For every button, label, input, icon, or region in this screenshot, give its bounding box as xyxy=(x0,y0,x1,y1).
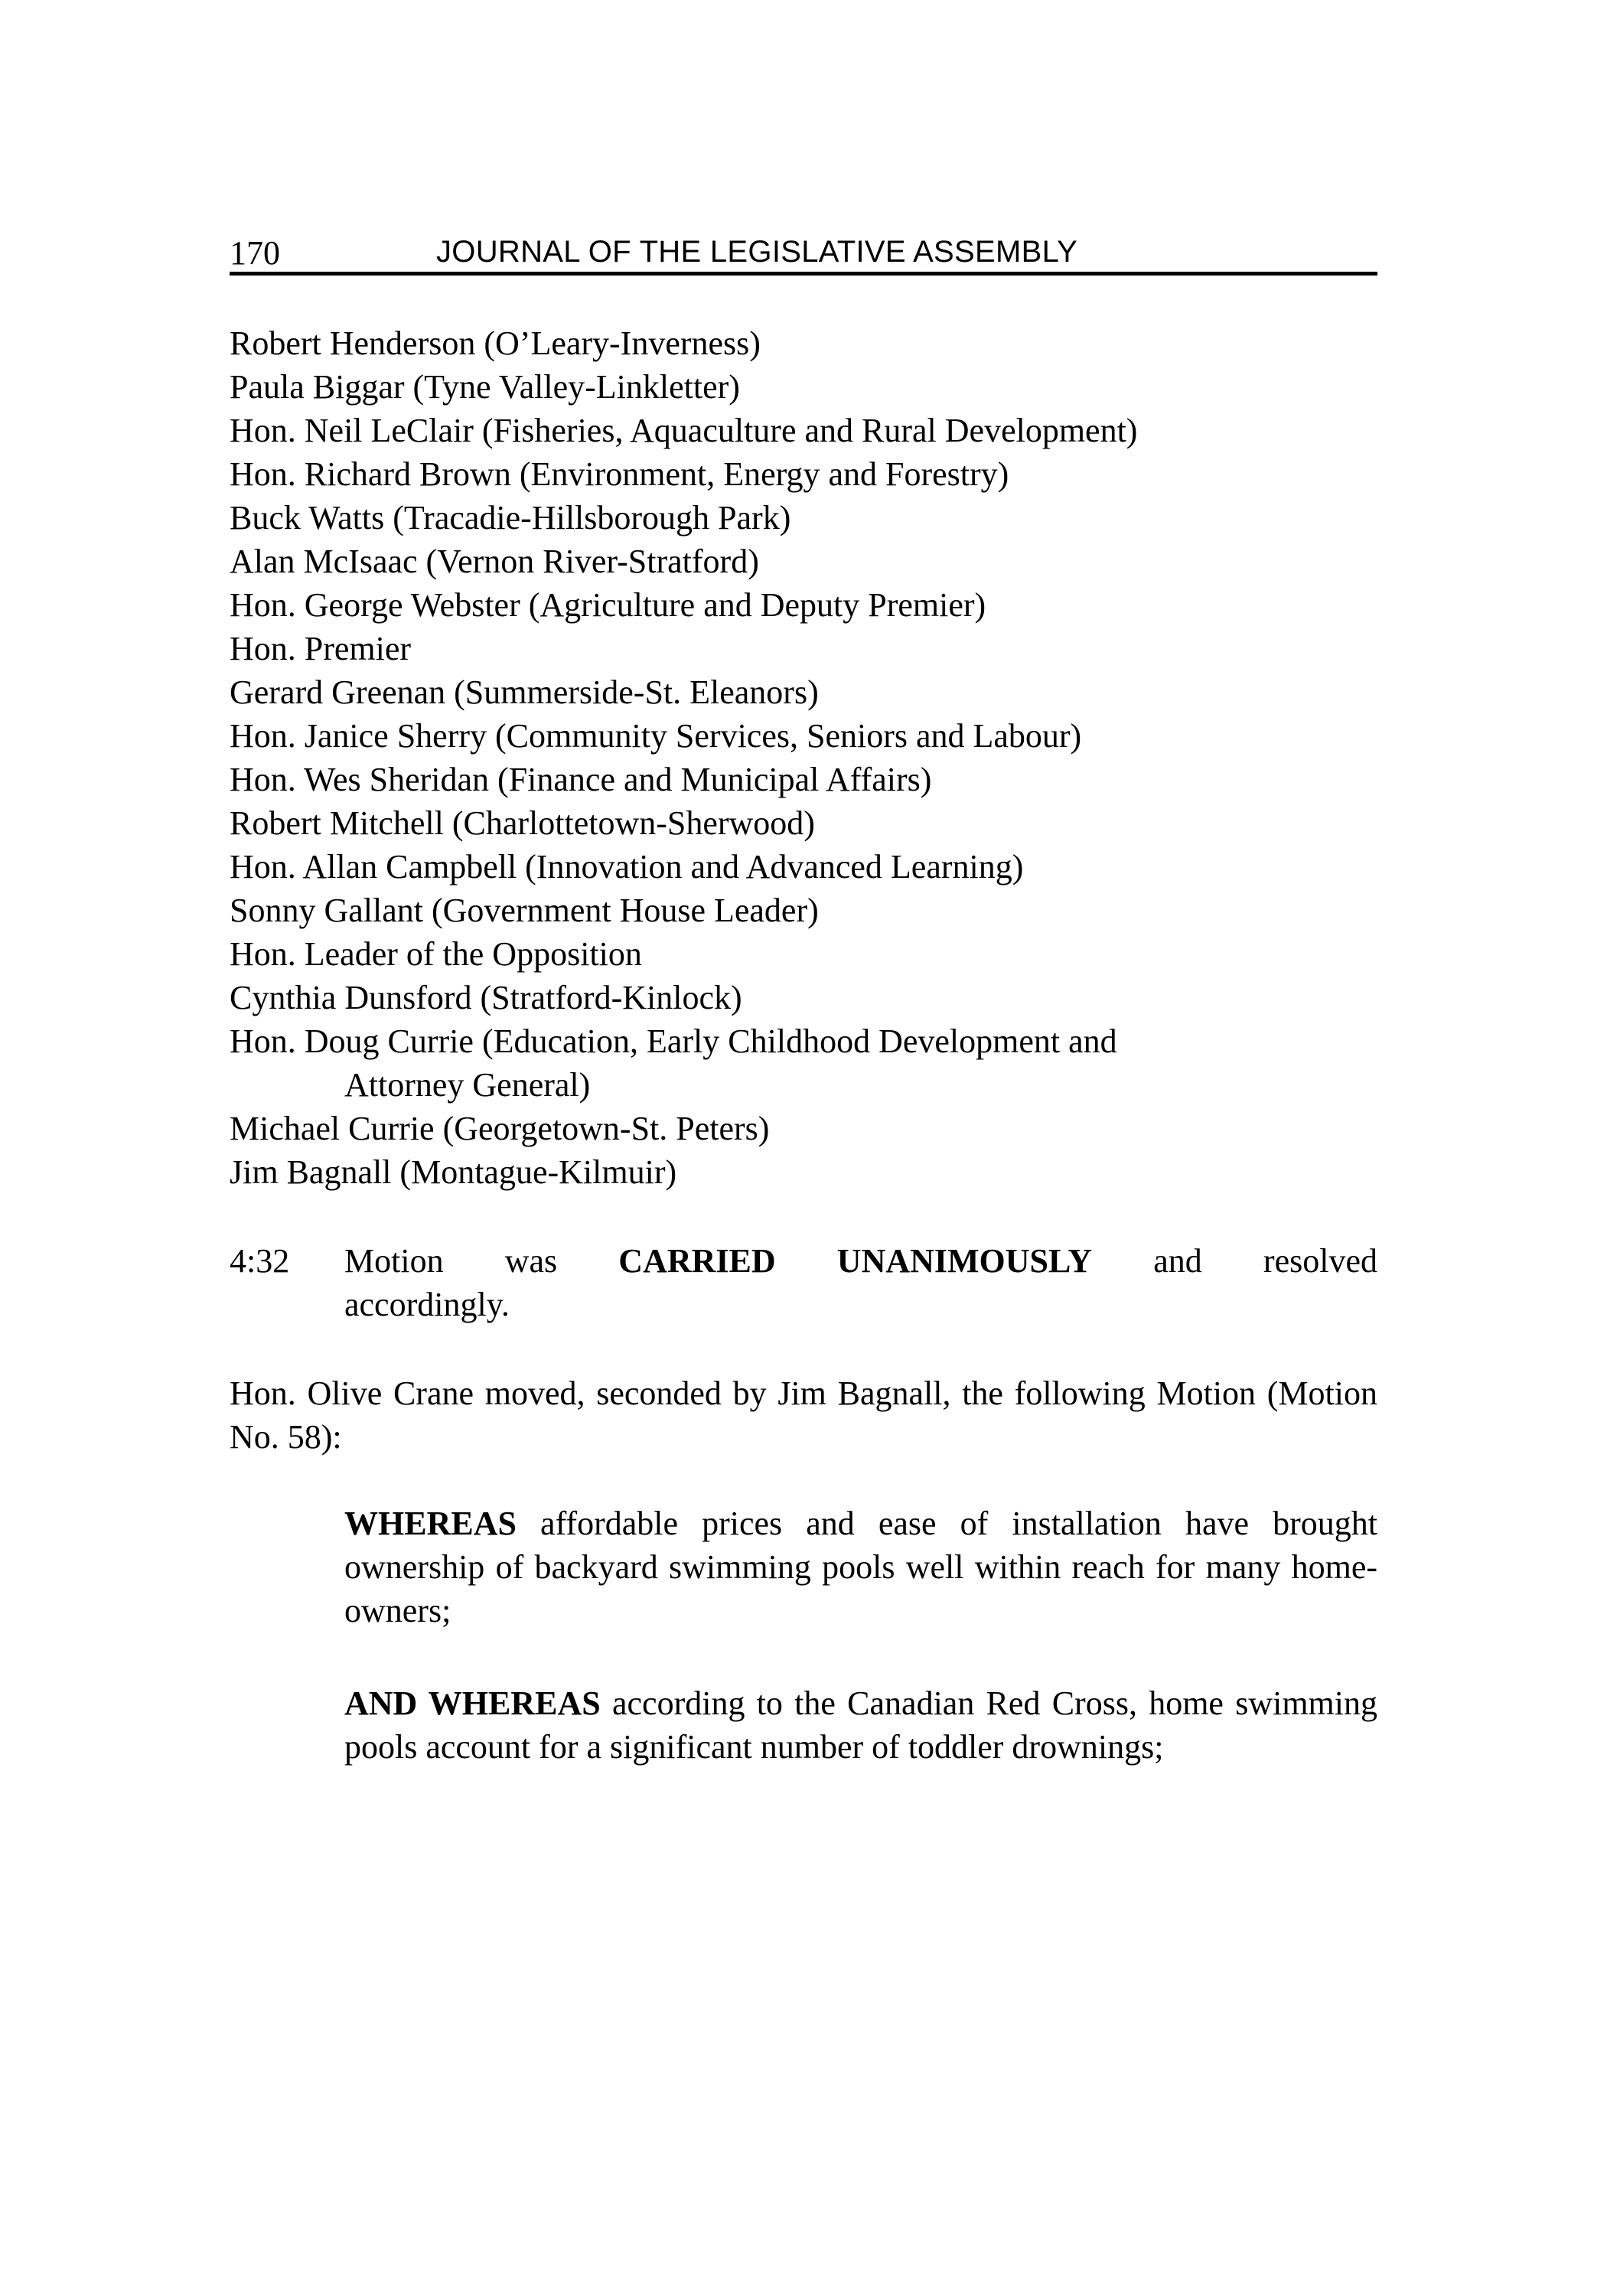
list-item: Hon. Neil LeClair (Fisheries, Aquaculture and Rural Development) xyxy=(230,412,1138,449)
list-item: Hon. Allan Campbell (Innovation and Advanced Learning) xyxy=(230,848,1024,885)
list-item: Paula Biggar (Tyne Valley-Linkletter) xyxy=(230,368,740,406)
list-item: Cynthia Dunsford (Stratford-Kinlock) xyxy=(230,979,742,1016)
list-item: Hon. Janice Sherry (Community Services, Seniors and Labour) xyxy=(230,717,1082,755)
whereas-clause xyxy=(344,1681,1377,1769)
result-word-bold: UNANIMOUSLY xyxy=(836,1242,1093,1280)
page-header xyxy=(230,226,1377,276)
list-item: Hon. Wes Sheridan (Finance and Municipal Affairs) xyxy=(230,761,932,798)
vote-result xyxy=(230,1239,1377,1326)
list-item: Hon. Premier xyxy=(230,630,412,667)
list-item: Hon. George Webster (Agriculture and Deputy Premier) xyxy=(230,586,986,624)
result-text xyxy=(344,1239,1377,1326)
list-item-continuation xyxy=(230,1063,1377,1107)
result-word: was xyxy=(504,1242,558,1280)
whereas-text: affordable prices and ease of installation have brought ownership of backyard swimming pools well within reach for many home-owners; xyxy=(344,1505,1377,1629)
result-word-bold: CARRIED xyxy=(618,1242,776,1280)
result-time: 4:32 xyxy=(230,1242,290,1280)
list-item: Robert Mitchell (Charlottetown-Sherwood) xyxy=(230,804,815,842)
result-word: resolved xyxy=(1263,1242,1377,1280)
list-item: Michael Currie (Georgetown-St. Peters) xyxy=(230,1110,770,1147)
list-item: Hon. Doug Currie (Education, Early Childhood Development and xyxy=(230,1022,1117,1060)
result-word: and xyxy=(1153,1242,1202,1280)
whereas-text: according to the Canadian Red Cross, home swimming pools account for a significant number of toddler drownings; xyxy=(344,1684,1377,1766)
result-line-2: accordingly. xyxy=(344,1286,510,1323)
whereas-lead: AND WHEREAS xyxy=(344,1684,601,1722)
whereas-lead: WHEREAS xyxy=(344,1505,517,1542)
list-item: Hon. Richard Brown (Environment, Energy and Forestry) xyxy=(230,455,1009,493)
list-item: Gerard Greenan (Summerside-St. Eleanors) xyxy=(230,673,819,711)
result-word: Motion xyxy=(344,1242,444,1280)
list-item: Sonny Gallant (Government House Leader) xyxy=(230,892,819,929)
list-item: Hon. Leader of the Opposition xyxy=(230,935,642,973)
list-item: Alan McIsaac (Vernon River-Stratford) xyxy=(230,543,759,580)
page-number: 170 xyxy=(230,234,280,272)
list-item: Robert Henderson (O’Leary-Inverness) xyxy=(230,325,761,362)
list-item: Buck Watts (Tracadie-Hillsborough Park) xyxy=(230,499,791,536)
motion-intro: Hon. Olive Crane moved, seconded by Jim Bagnall, the following Motion (Motion No. 58): xyxy=(230,1375,1377,1456)
whereas-clause xyxy=(344,1502,1377,1632)
continuation-text: Attorney General) xyxy=(344,1066,591,1104)
members-list xyxy=(230,321,1377,1194)
list-item: Jim Bagnall (Montague-Kilmuir) xyxy=(230,1153,677,1191)
running-title: JOURNAL OF THE LEGISLATIVE ASSEMBLY xyxy=(436,235,1078,269)
document-page xyxy=(230,0,1377,2296)
result-line-1 xyxy=(344,1239,1377,1283)
